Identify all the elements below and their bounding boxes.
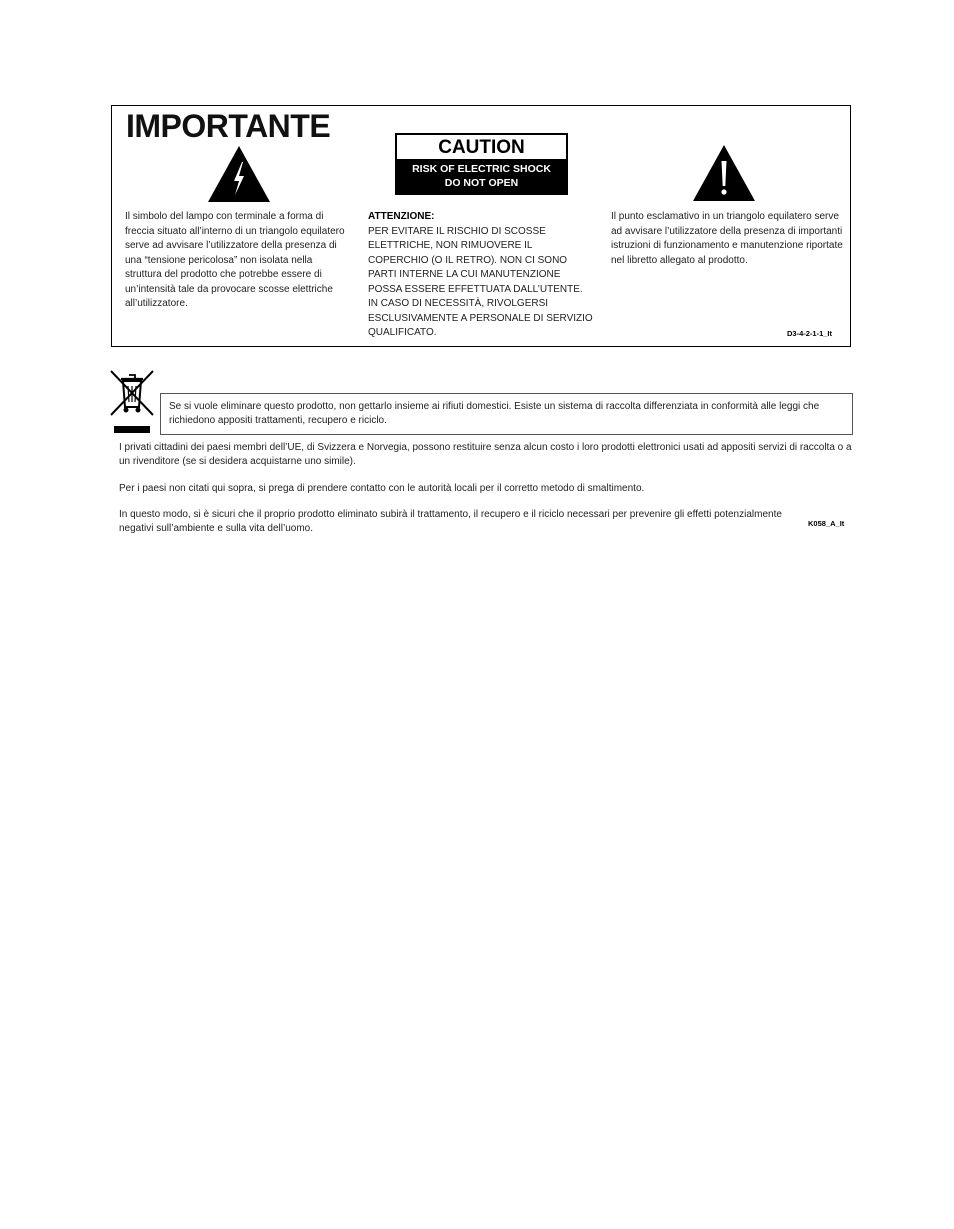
lightning-description: Il simbolo del lampo con terminale a forma di freccia situato all’interno di un triangolo equilatero serve ad avvisare l’utilizzatore della presenza di una “tensione pericolosa” non isolata nella struttura del prodotto che potrebbe essere di un’intensità tale da provocare scosse elettriche all’utilizzatore. bbox=[125, 211, 345, 309]
page-title: IMPORTANTE bbox=[126, 108, 331, 144]
disposal-paragraph: Per i paesi non citati qui sopra, si prega di prendere contatto con le autorità locali per il corretto metodo di smaltimento. bbox=[119, 483, 645, 494]
disposal-paragraph: I privati cittadini dei paesi membri dell’UE, di Svizzera e Norvegia, possono restituire senza alcun costo i loro prodotti elettronici usati ad appositi servizi di raccolta o a un rivenditore (se si desidera acquistarne uno simile). bbox=[119, 442, 852, 467]
crossed-out-bin-icon bbox=[109, 369, 155, 447]
caution-heading: CAUTION bbox=[397, 135, 566, 159]
lightning-triangle-icon bbox=[207, 145, 271, 203]
caution-subtext bbox=[395, 162, 568, 190]
disposal-notice-box: Se si vuole eliminare questo prodotto, non gettarlo insieme ai rifiuti domestici. Esiste un sistema di raccolta differenziata in conformità alle leggi che richiedono appositi trattamenti, recupero e riciclo. bbox=[160, 393, 853, 435]
attention-text: PER EVITARE IL RISCHIO DI SCOSSE ELETTRICHE, NON RIMUOVERE IL COPERCHIO (O IL RETRO). NON CI SONO PARTI INTERNE LA CUI MANUTENZIONE POSSA ESSERE EFFETTUATA DALL’UTENTE. IN CASO DI NECESSITÀ, RIVOLGERSI ESCLUSIVAMENTE A PERSONALE DI SERVIZIO QUALIFICATO. bbox=[368, 225, 593, 338]
caution-label bbox=[395, 133, 568, 195]
document-code-bottom: K058_A_It bbox=[808, 519, 845, 528]
caution-line-1: RISK OF ELECTRIC SHOCK bbox=[412, 163, 551, 175]
attention-label: ATTENZIONE: bbox=[368, 211, 435, 222]
attention-block bbox=[368, 210, 593, 341]
exclamation-triangle-icon bbox=[692, 144, 756, 202]
document-code-top: D3-4-2-1-1_It bbox=[787, 329, 833, 338]
disposal-paragraph: In questo modo, si è sicuri che il proprio prodotto eliminato subirà il trattamento, il recupero e il riciclo necessari per prevenire gli effetti potenzialmente negativi sull’ambiente e sulla vita dell’uomo. bbox=[119, 509, 782, 534]
exclamation-description: Il punto esclamativo in un triangolo equilatero serve ad avvisare l’utilizzatore della presenza di importanti istruzioni di funzionamento e manutenzione riportate nel libretto allegato al prodotto. bbox=[611, 211, 843, 266]
caution-line-2: DO NOT OPEN bbox=[444, 177, 519, 189]
